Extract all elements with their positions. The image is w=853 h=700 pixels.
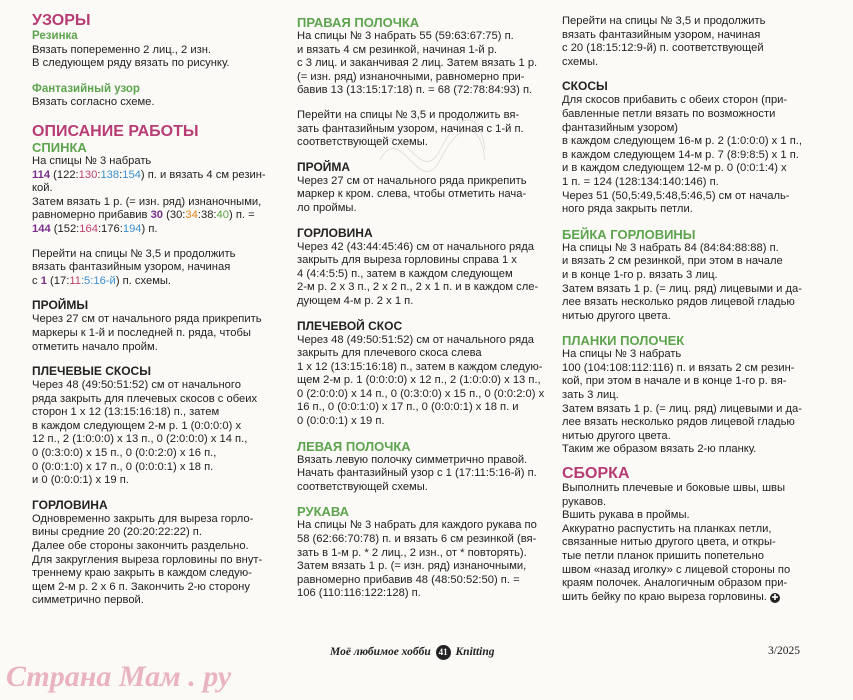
- text-line: схемы.: [562, 55, 599, 68]
- text-line: Начать фантазийный узор с 1 (17:11:5:16-й) п.: [297, 467, 537, 480]
- section-heading-plechevoj: ПЛЕЧЕВОЙ СКОС: [297, 318, 403, 333]
- section-heading-skosy: СКОСЫ: [562, 79, 608, 94]
- text-line: Перейти на спицы № 3,5 и продолжить вя-: [297, 108, 520, 121]
- section-heading-pravaya: ПРАВАЯ ПОЛОЧКА: [297, 15, 420, 30]
- text-line: ряда закрыть для плечевых скосов с обеих: [32, 392, 258, 405]
- section-heading-beika: БЕЙКА ГОРЛОВИНЫ: [562, 226, 696, 242]
- column-3: [562, 10, 822, 604]
- text-line: 0 (0:0:0:1) х 19 п.: [297, 415, 385, 428]
- text-line: лее вязать несколько рядов лицевой гладью: [562, 416, 795, 429]
- text-line: Вязать согласно схеме.: [32, 96, 155, 109]
- text-line: Затем вязать 1 р. (= лиц. ряд) лицевыми и да-: [562, 402, 802, 415]
- text-line: Через 51 (50,5:49,5:48,5:46,5) см от началь-: [562, 189, 790, 202]
- text-line: ного ряда закрыть петли.: [562, 203, 693, 216]
- text-line: На спицы № 3 набрать 84 (84:84:88:88) п.: [562, 241, 779, 254]
- text-line: с 20 (18:15:12:9-й) п. соответствующей: [562, 42, 764, 55]
- text-line: и в конце 1-го р. вязать 3 лиц.: [562, 268, 718, 281]
- section-heading-planki: ПЛАНКИ ПОЛОЧЕК: [562, 333, 685, 349]
- text-line: На спицы № 3 набрать: [32, 154, 152, 167]
- section-heading-levaya: ЛЕВАЯ ПОЛОЧКА: [297, 438, 411, 454]
- text-line: вязать фантазийным узором, начиная: [32, 261, 231, 274]
- text-line: отметить начало пройм.: [32, 340, 158, 353]
- text-line: 114 (122:130:138:154) п. и вязать 4 см резин-: [32, 168, 266, 181]
- text-line: Выполнить плечевые и боковые швы, швы: [562, 482, 786, 495]
- text-line: Через 27 см от начального ряда прикрепить: [32, 313, 262, 326]
- text-line: лее вязать несколько рядов лицевой гладью: [562, 296, 795, 309]
- text-line: Затем вязать 1 р. (= лиц. ряд) лицевыми и да-: [562, 282, 802, 295]
- text-line: и в каждом следующем 12-м р. 0 (0:0:1:4) х: [562, 162, 787, 175]
- text-line: щем 2-м р. 1 (0:0:0:0) х 12 п., 2 (1:0:0:0) х 13 п.,: [297, 374, 541, 387]
- text-line: равномерно прибавив 48 (48:50:52:50) п. =: [297, 573, 520, 586]
- text-line: рукавов.: [562, 495, 607, 508]
- text-line: Через 27 см от начального ряда прикрепить: [297, 174, 527, 187]
- text-line: и вязать 2 см резинкой, при этом в начале: [562, 255, 783, 268]
- text-line: зать 3 лиц.: [562, 389, 619, 402]
- text-line: сторон 1 х 12 (13:15:16:18) п., затем: [32, 406, 220, 419]
- text-line: Через 48 (49:50:51:52) см от начального: [32, 379, 241, 392]
- text-line: Таким же образом вязать 2-ю планку.: [562, 443, 757, 456]
- text-line: в каждом следующем 2-м р. 1 (0:0:0:0) х: [32, 419, 242, 432]
- end-mark-icon: ✚: [771, 592, 779, 602]
- text-line: симметрично первой.: [32, 594, 144, 607]
- text-line: швом «назад иголку» с лицевой стороны по: [562, 563, 791, 576]
- watermark-logo: Страна Мам . ру: [6, 660, 232, 693]
- text-line: Далее обе стороны закончить раздельно.: [32, 540, 249, 553]
- section-heading-gorlovina: ГОРЛОВИНА: [32, 497, 108, 512]
- text-line: Вязать левую полочку симметрично правой.: [297, 453, 528, 466]
- text-line: связанные нитью другого цвета, и откры-: [562, 536, 776, 549]
- text-line: Для закругления выреза горловины по внут-: [32, 553, 263, 566]
- text-line: Вязать попеременно 2 лиц., 2 изн.: [32, 43, 211, 56]
- text-line: нитью другого цвета.: [562, 429, 671, 442]
- subheading-fantazijnyj: Фантазийный узор: [32, 82, 140, 95]
- text-line: Одновременно закрыть для выреза горло-: [32, 512, 254, 525]
- text-line: 1 п. = 124 (128:134:140:146) п.: [562, 175, 719, 188]
- text-line: вязать фантазийным узором, начиная: [562, 28, 761, 41]
- text-line: шить бейку по краю выреза горловины. ✚: [562, 590, 779, 603]
- text-line: зать в 1-м р. * 2 лиц., 2 изн., от * повторять).: [297, 546, 527, 559]
- column-1: [32, 10, 284, 608]
- text-line: зать фантазийным узором, начиная с 1-й п.: [297, 122, 524, 135]
- section-heading-plechevye: ПЛЕЧЕВЫЕ СКОСЫ: [32, 364, 151, 379]
- column-2: [297, 10, 552, 601]
- text-line: маркер к кром. слева, чтобы отметить нача-: [297, 188, 527, 201]
- text-line: На спицы № 3 набрать для каждого рукава по: [297, 519, 537, 532]
- text-line: бавив 13 (13:15:17:18) п. = 68 (72:78:84:93) п.: [297, 84, 533, 97]
- page-number: 41: [436, 645, 451, 660]
- section-heading-sborka: СБОРКА: [562, 465, 630, 483]
- text-line: краям полочек. Аналогичным образом при-: [562, 577, 788, 590]
- magazine-title: Моё любимое хобби 41 Knitting: [330, 646, 495, 659]
- section-heading-rukava: РУКАВА: [297, 504, 350, 520]
- text-line: 0 (0:3:0:0) х 15 п., 0 (0:0:2:0) х 16 п.,: [32, 447, 217, 460]
- text-line: Перейти на спицы № 3,5 и продолжить: [32, 247, 236, 260]
- text-line: закрыть для плечевого скоса слева: [297, 347, 482, 360]
- text-line: ло проймы.: [297, 201, 357, 214]
- text-line: Аккуратно распустить на планках петли,: [562, 522, 772, 535]
- text-line: кой, при этом в начале и в конце 1-го р. вя-: [562, 375, 787, 388]
- text-line: В следующем ряду вязать по рисунку.: [32, 57, 230, 70]
- text-line: Затем вязать 1 р. (= изн. ряд) изнаночными,: [297, 560, 527, 573]
- text-line: Через 48 (49:50:51:52) см от начального ряда: [297, 333, 534, 346]
- text-line: Затем вязать 1 р. (= изн. ряд) изнаночными,: [32, 195, 262, 208]
- section-heading-gorlovina: ГОРЛОВИНА: [297, 225, 373, 240]
- text-line: 144 (152:164:176:194) п.: [32, 222, 158, 235]
- text-line: На спицы № 3 набрать: [562, 348, 682, 361]
- text-line: дующем 4-м р. 2 х 1 п.: [297, 294, 414, 307]
- text-line: в каждом следующем 16-м р. 2 (1:0:0:0) х 1 п.,: [562, 135, 802, 148]
- text-line: Вшить рукава в проймы.: [562, 509, 690, 522]
- text-line: 12 п., 2 (1:0:0:0) х 13 п., 0 (2:0:0:0) х 14 п.,: [32, 433, 248, 446]
- text-line: с 3 лиц. и заканчивая 2 лиц. Затем вязать 1 р.: [297, 57, 538, 70]
- text-line: нитью другого цвета.: [562, 309, 671, 322]
- text-line: 16 п., 0 (0:0:1:0) х 17 п., 0 (0:0:0:1) х 18 п. и: [297, 401, 519, 414]
- text-line: в каждом следующем 14-м р. 7 (8:9:8:5) х 1 п.: [562, 148, 799, 161]
- section-heading-proima: ПРОЙМА: [297, 159, 351, 174]
- text-line: 106 (110:116:122:128) п.: [297, 587, 421, 600]
- section-heading-spinka: СПИНКА: [32, 139, 87, 155]
- text-line: и 0 (0:0:0:1) х 19 п.: [32, 474, 129, 487]
- text-line: Для скосов прибавить с обеих сторон (при-: [562, 94, 788, 107]
- issue-number: 3/2025: [768, 645, 800, 657]
- text-line: 1 х 12 (13:15:16:18) п., затем в каждом следую-: [297, 360, 543, 373]
- text-line: равномерно прибавив 30 (30:34:38:40) п. =: [32, 209, 255, 222]
- text-line: маркеры к 1-й и последней п. ряда, чтобы: [32, 326, 251, 339]
- text-line: фантазийным узором): [562, 121, 679, 134]
- text-line: соответствующей схемы.: [297, 480, 428, 493]
- text-line: 0 (2:0:0:0) х 14 п., 0 (0:3:0:0) х 15 п., 0 (0:0:2:0) х: [297, 387, 545, 400]
- text-line: бавленные петли вязать по возможности: [562, 107, 776, 120]
- text-line: 2-м р. 2 х 3 п., 2 х 2 п., 2 х 1 п. и в каждом сле-: [297, 281, 539, 294]
- section-heading-opisanie: ОПИСАНИЕ РАБОТЫ: [32, 122, 199, 140]
- text-line: 4 (4:4:5:5) п., затем в каждом следующем: [297, 267, 513, 280]
- text-line: соответствующей схемы.: [297, 136, 428, 149]
- text-line: 58 (62:66:70:78) п. и вязать 6 см резинкой (вя-: [297, 533, 537, 546]
- text-line: 0 (0:0:1:0) х 17 п., 0 (0:0:0:1) х 18 п.: [32, 460, 214, 473]
- text-line: и вязать 4 см резинкой, начиная 1-й р.: [297, 43, 498, 56]
- text-line: треннему краю закрыть в каждом следую-: [32, 567, 252, 580]
- text-line: с 1 (17:11:5:16-й) п. схемы.: [32, 274, 172, 287]
- section-heading-proimy: ПРОЙМЫ: [32, 298, 89, 313]
- section-heading-uzory: УЗОРЫ: [32, 12, 91, 29]
- text-line: Перейти на спицы № 3,5 и продолжить: [562, 15, 766, 27]
- page-footer: [0, 642, 853, 660]
- text-line: Через 42 (43:44:45:46) см от начального ряда: [297, 240, 534, 253]
- text-line: тые петли планок пришить попетельно: [562, 550, 764, 562]
- text-line: щем 2-м р. 2 х 6 п. Закончить 2-ю сторону: [32, 580, 250, 593]
- text-line: кой.: [32, 182, 53, 195]
- text-line: вины средние 20 (20:20:22:22) п.: [32, 526, 202, 539]
- text-line: На спицы № 3 набрать 55 (59:63:67:75) п.: [297, 30, 514, 42]
- subheading-rezinka: Резинка: [32, 30, 78, 42]
- text-line: закрыть для выреза горловины справа 1 х: [297, 254, 517, 267]
- text-line: 100 (104:108:112:116) п. и вязать 2 см резин-: [562, 361, 795, 374]
- text-line: (= изн. ряд) изнаночными, равномерно при-: [297, 70, 525, 83]
